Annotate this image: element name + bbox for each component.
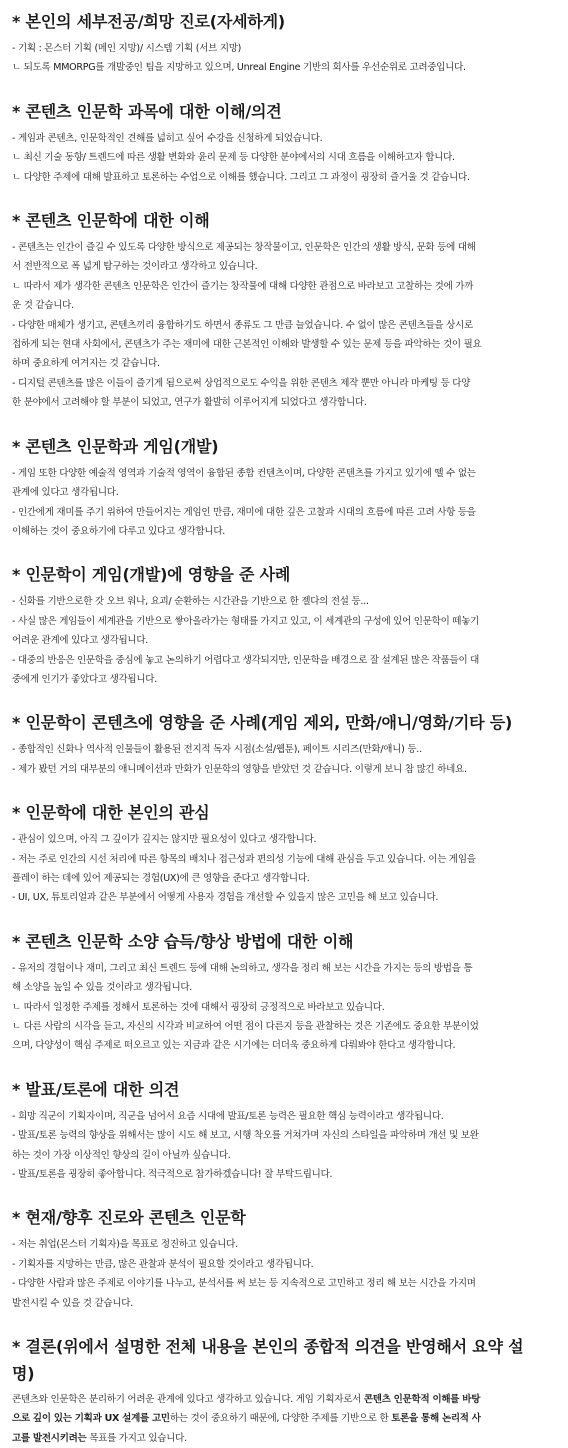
conclusion-text-part: 목표를 가지고 있습니다. bbox=[86, 1432, 187, 1444]
section-text-line: - 신화를 기반으로한 갓 오브 워나, 요괴/ 순환하는 시간관을 기반으로 한 젤다의 전설 등... bbox=[12, 596, 369, 608]
section-spacer bbox=[12, 689, 558, 709]
section-text-line: 접하게 되는 현대 사회에서, 콘텐츠가 주는 재미에 대한 근본적인 이해와 발생할 수 있는 문제 등을 파악하는 것이 필요 bbox=[12, 339, 482, 351]
conclusion-heading bbox=[12, 1333, 558, 1387]
conclusion-highlight: 으로 깊이 있는 기획과 UX 설계를 고민 bbox=[12, 1413, 170, 1425]
section-heading: * 인문학에 대한 본인의 관심 bbox=[12, 803, 210, 823]
section-text-line: - 디지털 콘텐츠를 많은 이들이 즐기게 됨으로써 상업적으로도 수익을 위한 콘텐츠 제작 뿐만 아니라 마케팅 등 다양 bbox=[12, 377, 471, 389]
section-text-line: 하며 중요하게 여겨지는 것 같습니다. bbox=[12, 358, 160, 370]
section-text-line: 중에게 인기가 좋았다고 생각됩니다. bbox=[12, 673, 157, 685]
section-text-line: 관계에 있다고 생각됩니다. bbox=[12, 487, 119, 499]
section-heading: * 콘텐츠 인문학과 게임(개발) bbox=[12, 436, 219, 456]
section-text-line: - 인간에게 재미를 주기 위하여 만들어지는 게임인 만큼, 재미에 대한 깊은 고찰과 시대의 흐름에 따른 고려 사항 등을 bbox=[12, 506, 476, 518]
section-text-line: ㄴ 다른 사람의 시각을 듣고, 자신의 시각과 비교하여 어떤 점이 다른지 등을 관찰하는 것은 기존에도 중요한 부분이었 bbox=[12, 1021, 479, 1032]
section-text-line: - 유저의 경험이나 재미, 그리고 최신 트렌드 등에 대해 논의하고, 생각을 정리 해 보는 시간을 가지는 등의 방법을 통 bbox=[12, 962, 473, 974]
conclusion-highlight: 토론을 통해 논리적 사 bbox=[391, 1413, 481, 1425]
conclusion-line-3 bbox=[12, 1429, 558, 1448]
section-spacer bbox=[12, 1313, 558, 1333]
conclusion-line-1 bbox=[12, 1390, 558, 1409]
section-text-line: - 대중의 반응은 인문학을 중심에 놓고 논의하기 어렵다고 생각되지만, 인문학을 배경으로 잘 설계된 많은 작품들이 대 bbox=[12, 654, 480, 666]
section-heading: * 현재/향후 진로와 콘텐츠 인문학 bbox=[12, 1208, 246, 1228]
conclusion-text-part: 하는 것이 중요하기 때문에, 다양한 주제를 기반으로 한 bbox=[169, 1413, 392, 1425]
section-text-line: 발전시킬 수 있을 것 같습니다. bbox=[12, 1297, 133, 1309]
conclusion-line-2 bbox=[12, 1409, 558, 1428]
section bbox=[12, 928, 558, 1056]
section bbox=[12, 561, 558, 689]
section-text-line: 플레이 하는 데에 있어 제공되는 경험(UX)에 큰 영향을 준다고 생각합니다. bbox=[12, 872, 310, 884]
section-spacer bbox=[12, 187, 558, 207]
section bbox=[12, 709, 558, 779]
section-text-line: - 희망 직군이 기획자이며, 직군을 넘어서 요즘 시대에 발표/토론 능력은 필요한 핵심 능력이라고 생각됩니다. bbox=[12, 1110, 444, 1122]
conclusion-text bbox=[12, 1390, 558, 1448]
section-text-line: ㄴ 되도록 MMORPG를 개발중인 팀을 지망하고 있으며, Unreal Engine 기반의 회사를 우선순위로 고려중입니다. bbox=[12, 62, 466, 74]
section-text-line: - 저는 주로 인간의 시선 처리에 따른 항목의 배치나 접근성과 편의성 기능에 대해 관심을 두고 있습니다. 이는 게임을 bbox=[12, 853, 476, 865]
section-text-line: - 다양한 매체가 생기고, 콘텐츠끼리 융합하기도 하면서 종류도 그 만큼 늘었습니다. 수 없이 많은 콘텐츠들을 상시로 bbox=[12, 319, 473, 331]
section-text-line: - 기획자를 지망하는 만큼, 많은 관찰과 분석이 필요할 것이라고 생각됩니다. bbox=[12, 1258, 314, 1270]
section-text-line: - UI, UX, 튜토리얼과 같은 부분에서 어떻게 사용자 경험을 개선할 수 있을지 많은 고민을 해 보고 있습니다. bbox=[12, 892, 439, 904]
section bbox=[12, 98, 558, 187]
conclusion-heading-line-2: 명) bbox=[12, 1364, 35, 1384]
section bbox=[12, 1204, 558, 1313]
section-text-line: 해 소양을 높일 수 있을 것이라고 생각됩니다. bbox=[12, 982, 193, 994]
conclusion-highlight: 콘텐츠 인문학적 이해를 바탕 bbox=[363, 1394, 481, 1406]
section-text-line: ㄴ 다양한 주제에 대해 발표하고 토론하는 수업으로 이해를 했습니다. 그리고 그 과정이 굉장히 즐거울 것 같습니다. bbox=[12, 171, 470, 183]
conclusion-text-part: 콘텐츠와 인문학은 분리하기 어려운 관계에 있다고 생각하고 있습니다. 게임 기획자로서 bbox=[12, 1394, 364, 1406]
section-heading: * 콘텐츠 인문학 소양 습득/향상 방법에 대한 이해 bbox=[12, 931, 354, 951]
section bbox=[12, 799, 558, 908]
section-spacer bbox=[12, 1056, 558, 1076]
section-spacer bbox=[12, 779, 558, 799]
section-text-line: ㄴ 따라서 일정한 주제를 정해서 토론하는 것에 대해서 굉장히 긍정적으로 바라보고 있습니다. bbox=[12, 1001, 385, 1013]
section-spacer bbox=[12, 908, 558, 928]
conclusion-heading-line-1: * 결론(위에서 설명한 전체 내용을 본인의 종합적 의견을 반영해서 요약 설 bbox=[12, 1337, 524, 1357]
section-text-line: - 제가 봤던 거의 대부분의 애니메이션과 만화가 인문학의 영향을 받았던 것 같습니다. 이렇게 보니 참 많긴 하네요. bbox=[12, 763, 467, 775]
section bbox=[12, 8, 558, 78]
section-spacer bbox=[12, 1184, 558, 1204]
section-text-line: - 게임과 콘텐츠, 인문학적인 견해를 넓히고 싶어 수강을 신청하게 되었습니다. bbox=[12, 132, 323, 144]
section-text-line: 어려운 관계에 있다고 생각됩니다. bbox=[12, 635, 149, 647]
section-heading: * 발표/토론에 대한 의견 bbox=[12, 1079, 180, 1099]
section-text-line: - 사실 많은 게임들이 세계관을 기반으로 쌓아올라가는 형태를 가지고 있고, 이 세계관의 구성에 있어 인문학이 떼놓기 bbox=[12, 615, 480, 627]
section-text-line: - 발표/토론을 굉장히 좋아합니다. 적극적으로 참가하겠습니다! 잘 부탁드립니다. bbox=[12, 1169, 333, 1181]
section-text-line: - 발표/토론 능력의 향상을 위해서는 많이 시도 해 보고, 시행 착오를 거쳐가며 자신의 스타일을 파악하며 개선 및 보완 bbox=[12, 1130, 479, 1142]
section-heading: * 콘텐츠 인문학 과목에 대한 이해/의견 bbox=[12, 101, 282, 121]
section-spacer bbox=[12, 78, 558, 98]
section-text-line: 한 분야에서 고려해야 할 부분이 되었고, 연구가 활발히 이루어지게 되었다고 생각합니다. bbox=[12, 397, 367, 409]
section-text-line: 이해하는 것이 중요하기에 다루고 있다고 생각합니다. bbox=[12, 525, 226, 537]
section-text-line: 으며, 다양성이 핵심 주제로 떠오르고 있는 지금과 같은 시기에는 더더욱 중요하게 다뤄봐야 한다고 생각합니다. bbox=[12, 1040, 456, 1052]
section-text-line: 하는 것이 가장 이상적인 향상의 길이 아닐까 싶습니다. bbox=[12, 1149, 231, 1161]
section-text-line: - 콘텐츠는 인간이 즐길 수 있도록 다양한 방식으로 제공되는 창작물이고, 인문학은 인간의 생활 방식, 문화 등에 대해 bbox=[12, 242, 476, 254]
section-spacer bbox=[12, 413, 558, 433]
section-text-line: 운 것 같습니다. bbox=[12, 300, 74, 312]
section-text-line: - 종합적인 신화나 역사적 인물들이 활용된 전지적 독자 시점(소설/웹툰), 페이트 시리즈(만화/애니) 등.. bbox=[12, 744, 422, 756]
section-text-line: 서 전반적으로 폭 넓게 탐구하는 것이라고 생각하고 있습니다. bbox=[12, 261, 258, 273]
section-text-line: ㄴ 따라서 제가 생각한 콘텐츠 인문학은 인간이 즐기는 창작물에 대해 다양한 관점으로 바라보고 고찰하는 것에 가까 bbox=[12, 280, 474, 292]
section-text-line: - 기획 : 몬스터 기획 (메인 지망)/ 시스템 기획 (서브 지망) bbox=[12, 43, 242, 54]
section-heading: * 콘텐츠 인문학에 대한 이해 bbox=[12, 211, 210, 231]
conclusion-section bbox=[0, 1333, 568, 1448]
section-text-line: - 다양한 사람과 많은 주제로 이야기를 나누고, 분석서를 써 보는 등 지속적으로 고민하고 정리 해 보는 시간을 가지며 bbox=[12, 1278, 476, 1290]
section bbox=[12, 433, 558, 542]
section bbox=[12, 1076, 558, 1185]
conclusion-highlight: 고를 발전시키려는 bbox=[12, 1432, 87, 1444]
section-text-line: - 저는 취업(몬스터 기획자)을 목표로 정진하고 있습니다. bbox=[12, 1239, 238, 1251]
section-text-line: - 관심이 있으며, 아직 그 깊이가 깊지는 않지만 필요성이 있다고 생각합니다. bbox=[12, 834, 317, 846]
section-text-line: - 게임 또한 다양한 예술적 영역과 기술적 영역이 융합된 종합 컨텐츠이며, 다양한 콘텐츠를 가지고 있기에 뗄 수 없는 bbox=[12, 467, 476, 479]
section-heading: * 인문학이 게임(개발)에 영향을 준 사례 bbox=[12, 565, 291, 585]
section-spacer bbox=[12, 541, 558, 561]
section-text-line: ㄴ 최신 기술 동향/ 트렌드에 따른 생활 변화와 윤리 문제 등 다양한 분야에서의 시대 흐름을 이해하고자 합니다. bbox=[12, 152, 455, 164]
section-heading: * 인문학이 콘텐츠에 영향을 준 사례(게임 제외, 만화/애니/영화/기타 등) bbox=[12, 713, 513, 733]
section-heading: * 본인의 세부전공/희망 진로(자세하게) bbox=[12, 12, 285, 31]
section bbox=[12, 207, 558, 413]
